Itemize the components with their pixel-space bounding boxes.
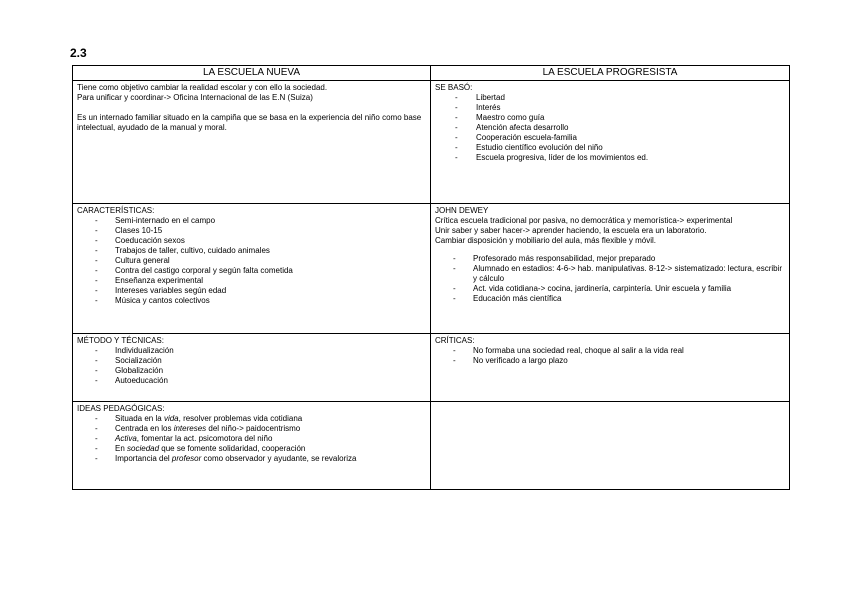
list-item: - En sociedad que se fomente solidaridad, cooperación [77, 444, 426, 454]
list-item: - Estudio científico evolución del niño [435, 143, 785, 153]
list-item: - Intereses variables según edad [77, 286, 426, 296]
dewey-learning-line: Unir saber y saber hacer-> aprender haciendo, la escuela era un laboratorio. [435, 226, 707, 235]
list-item: - Globalización [77, 366, 426, 376]
right-column-header: LA ESCUELA PROGRESISTA [431, 66, 790, 81]
list-item: - Activa, fomentar la act. psicomotora del niño [77, 434, 426, 444]
list-item: - Maestro como guía [435, 113, 785, 123]
methods-cell [73, 334, 431, 402]
objective-cell [73, 81, 431, 204]
list-item: - Escuela progresiva, líder de los movimientos ed. [435, 153, 785, 163]
critiques-heading: CRÍTICAS: [435, 336, 475, 345]
methods-list [77, 346, 426, 386]
objective-line: Tiene como objetivo cambiar la realidad escolar y con ello la sociedad. [77, 83, 328, 92]
table-row [73, 81, 790, 204]
list-item: - Trabajos de taller, cultivo, cuidado animales [77, 246, 426, 256]
list-item: - Interés [435, 103, 785, 113]
list-item: - Coeducación sexos [77, 236, 426, 246]
list-item: - Semi-internado en el campo [77, 216, 426, 226]
john-dewey-cell [431, 204, 790, 334]
header-row [73, 66, 790, 81]
description-paragraph: Es un internado familiar situado en la campiña que se basa en la experiencia del niño como base intelectual, ayudado de la manual y moral. [77, 113, 422, 132]
pedagogical-ideas-list [77, 414, 426, 464]
table-row [73, 402, 790, 490]
coordination-line: Para unificar y coordinar-> Oficina Internacional de las E.N (Suiza) [77, 93, 313, 102]
table-row [73, 204, 790, 334]
list-item: - Individualización [77, 346, 426, 356]
characteristics-heading: CARACTERÍSTICAS: [77, 206, 155, 215]
list-item: - Educación más científica [435, 294, 785, 304]
john-dewey-heading: JOHN DEWEY [435, 206, 489, 215]
list-item: - Socialización [77, 356, 426, 366]
critiques-cell [431, 334, 790, 402]
list-item: - No formaba una sociedad real, choque al salir a la vida real [435, 346, 785, 356]
list-item: - Libertad [435, 93, 785, 103]
list-item: - Enseñanza experimental [77, 276, 426, 286]
list-item: - Situada en la vida, resolver problemas vida cotidiana [77, 414, 426, 424]
list-item: - Contra del castigo corporal y según falta cometida [77, 266, 426, 276]
list-item: - No verificado a largo plazo [435, 356, 785, 366]
dewey-classroom-line: Cambiar disposición y mobiliario del aula, más flexible y móvil. [435, 236, 656, 245]
left-column-header: LA ESCUELA NUEVA [73, 66, 431, 81]
dewey-list [435, 254, 785, 304]
based-on-cell [431, 81, 790, 204]
comparison-table [72, 65, 790, 490]
list-item: - Centrada en los intereses del niño-> paidocentrismo [77, 424, 426, 434]
based-on-heading: SE BASÓ: [435, 83, 473, 92]
critiques-list [435, 346, 785, 366]
list-item: - Música y cantos colectivos [77, 296, 426, 306]
list-item: - Atención afecta desarrollo [435, 123, 785, 133]
table-row [73, 334, 790, 402]
list-item: - Clases 10-15 [77, 226, 426, 236]
pedagogical-ideas-cell [73, 402, 431, 490]
list-item: - Cooperación escuela-familia [435, 133, 785, 143]
characteristics-list [77, 216, 426, 306]
list-item: - Alumnado en estadios: 4-6-> hab. manipulativas. 8-12-> sistematizado: lectura, escribir y cálculo [435, 264, 785, 284]
list-item: - Cultura general [77, 256, 426, 266]
list-item: - Profesorado más responsabilidad, mejor preparado [435, 254, 785, 264]
empty-cell [431, 402, 790, 490]
pedagogical-ideas-heading: IDEAS PEDAGÓGICAS: [77, 404, 165, 413]
list-item: - Autoeducación [77, 376, 426, 386]
section-number: 2.3 [70, 46, 87, 60]
list-item: - Act. vida cotidiana-> cocina, jardinería, carpintería. Unir escuela y familia [435, 284, 785, 294]
based-on-list [435, 93, 785, 163]
dewey-critique-line: Crítica escuela tradicional por pasiva, no democrática y memorística-> experimental [435, 216, 733, 225]
methods-heading: MÉTODO Y TÉCNICAS: [77, 336, 164, 345]
characteristics-cell [73, 204, 431, 334]
list-item: - Importancia del profesor como observador y ayudante, se revaloriza [77, 454, 426, 464]
